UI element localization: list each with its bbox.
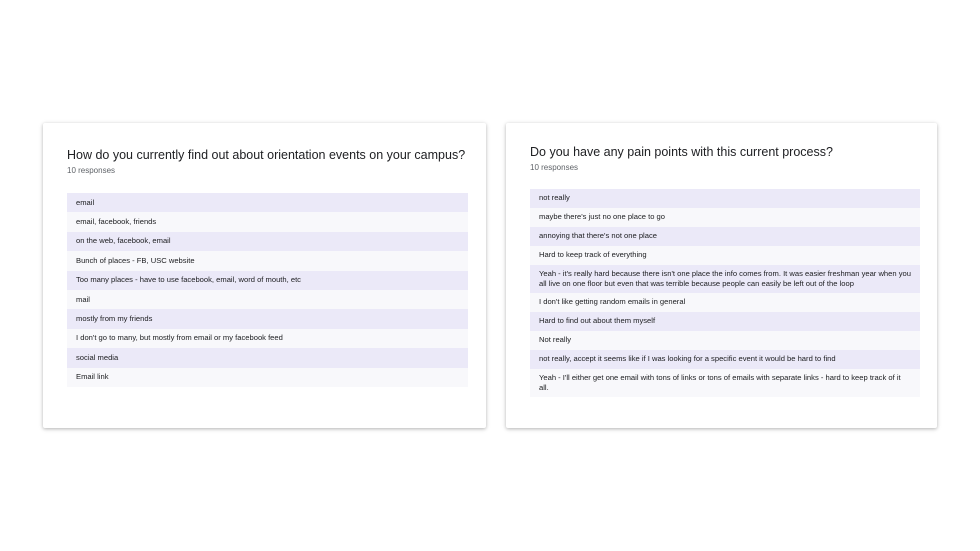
response-item: Yeah - it's really hard because there isn't one place the info comes from. It was easier freshman year when you all live on one floor but even that was terrible because people can easily be left out of the loop [530, 265, 920, 294]
response-item: Hard to find out about them myself [530, 312, 920, 331]
response-list [530, 189, 920, 397]
question-title: How do you currently find out about orientation events on your campus? [67, 148, 466, 162]
response-count: 10 responses [67, 166, 116, 175]
response-item: Email link [67, 368, 468, 387]
response-item: mail [67, 290, 468, 309]
response-item: social media [67, 348, 468, 367]
response-item: annoying that there's not one place [530, 227, 920, 246]
response-item: Hard to keep track of everything [530, 246, 920, 265]
response-count: 10 responses [530, 163, 579, 172]
response-item: maybe there's just no one place to go [530, 208, 920, 227]
response-summary-card-orientation-events [43, 123, 486, 428]
response-item: email, facebook, friends [67, 212, 468, 231]
response-item: Not really [530, 331, 920, 350]
response-item: not really, accept it seems like if I was looking for a specific event it would be hard to find [530, 350, 920, 369]
question-title: Do you have any pain points with this current process? [530, 145, 833, 159]
response-item: I don't like getting random emails in general [530, 293, 920, 312]
response-item: email [67, 193, 468, 212]
response-item: Yeah - I'll either get one email with tons of links or tons of emails with separate links - hard to keep track of it all. [530, 369, 920, 398]
response-item: mostly from my friends [67, 309, 468, 328]
response-item: not really [530, 189, 920, 208]
response-list [67, 193, 468, 387]
response-item: I don't go to many, but mostly from email or my facebook feed [67, 329, 468, 348]
response-item: Bunch of places - FB, USC website [67, 251, 468, 270]
response-item: Too many places - have to use facebook, email, word of mouth, etc [67, 271, 468, 290]
response-summary-card-pain-points [506, 123, 937, 428]
response-item: on the web, facebook, email [67, 232, 468, 251]
